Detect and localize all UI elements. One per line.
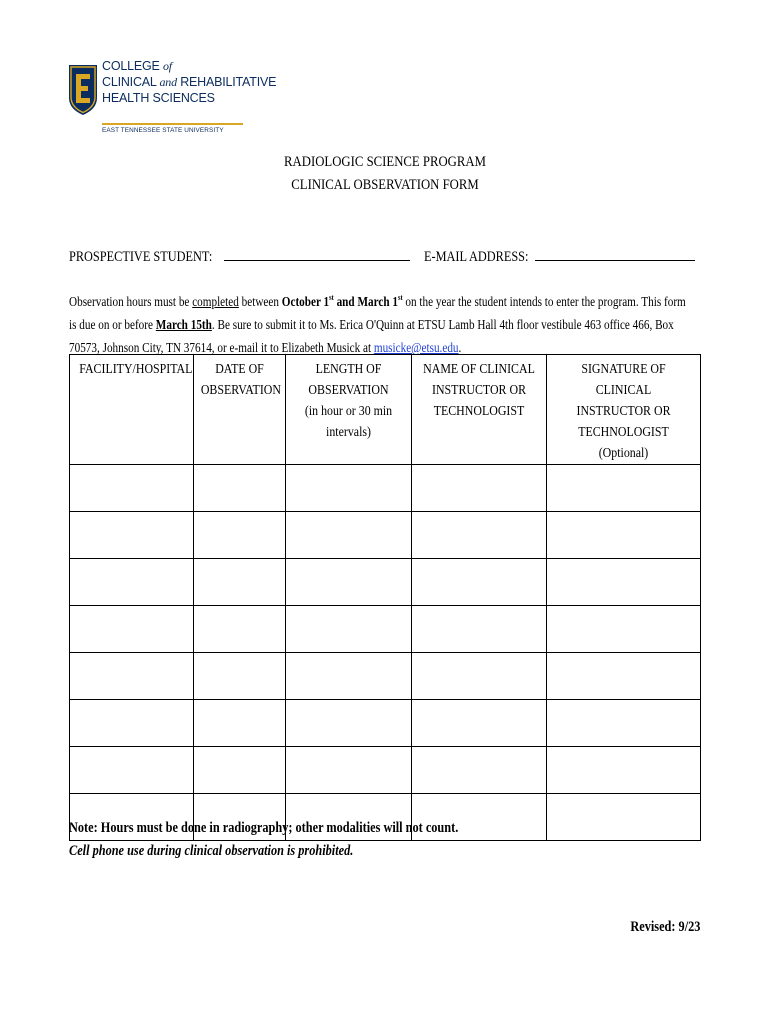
facility-cell[interactable] <box>70 653 194 700</box>
length-cell[interactable] <box>286 747 412 794</box>
signature-cell[interactable] <box>547 747 701 794</box>
logo-line-1-italic: of <box>162 59 172 73</box>
instructions-text-2: between <box>238 295 282 310</box>
email-link[interactable]: musicke@etsu.edu <box>373 341 459 356</box>
completed-underlined: completed <box>192 295 239 310</box>
facility-cell[interactable] <box>70 606 194 653</box>
header-facility: FACILITY/HOSPITAL <box>70 355 194 465</box>
form-title: CLINICAL OBSERVATION FORM <box>291 177 479 193</box>
length-cell[interactable] <box>286 512 412 559</box>
logo-university-name: EAST TENNESSEE STATE UNIVERSITY <box>102 127 224 134</box>
instructor-name-cell[interactable] <box>412 606 547 653</box>
revision-date: Revised: 9/23 <box>629 919 700 935</box>
prospective-student-field[interactable] <box>224 248 410 261</box>
header-date: DATE OF OBSERVATION <box>194 355 286 465</box>
table-row <box>70 606 701 653</box>
radiography-note: Note: Hours must be done in radiography; other modalities will not count. <box>69 820 459 836</box>
facility-cell[interactable] <box>70 700 194 747</box>
email-address-label: E-MAIL ADDRESS: <box>423 249 529 265</box>
date-cell[interactable] <box>194 653 286 700</box>
header-signature: SIGNATURE OF CLINICAL INSTRUCTOR OR TECHNOLOGIST (Optional) <box>547 355 701 465</box>
instructor-name-cell[interactable] <box>412 653 547 700</box>
length-cell[interactable] <box>286 465 412 512</box>
facility-cell[interactable] <box>70 512 194 559</box>
instructor-name-cell[interactable] <box>412 747 547 794</box>
cell-phone-note: Cell phone use during clinical observation is prohibited. <box>69 843 354 859</box>
logo-gold-rule <box>102 123 243 125</box>
start-date: October 1st and March 1st <box>281 293 403 310</box>
date-cell[interactable] <box>194 606 286 653</box>
etsu-college-logo <box>68 58 277 138</box>
date-cell[interactable] <box>194 465 286 512</box>
length-cell[interactable] <box>286 653 412 700</box>
length-cell[interactable] <box>286 606 412 653</box>
logo-line-2-italic: and <box>159 75 177 89</box>
instructor-name-cell[interactable] <box>412 559 547 606</box>
applicant-fields <box>69 248 709 266</box>
observation-table <box>69 354 701 841</box>
prospective-student-label: PROSPECTIVE STUDENT: <box>69 249 213 265</box>
length-cell[interactable] <box>286 700 412 747</box>
program-title: RADIOLOGIC SCIENCE PROGRAM <box>284 154 486 170</box>
etsu-shield-icon <box>68 64 98 116</box>
table-row <box>70 653 701 700</box>
signature-cell[interactable] <box>547 465 701 512</box>
logo-line-2: CLINICAL <box>102 75 157 89</box>
table-row <box>70 700 701 747</box>
due-date: March 15th <box>155 318 212 333</box>
length-cell[interactable] <box>286 559 412 606</box>
logo-line-1: COLLEGE <box>102 59 160 73</box>
instructor-name-cell[interactable] <box>412 700 547 747</box>
header-instructor-name: NAME OF CLINICAL INSTRUCTOR OR TECHNOLOGIST <box>412 355 547 465</box>
date-cell[interactable] <box>194 700 286 747</box>
instructor-name-cell[interactable] <box>412 512 547 559</box>
table-row <box>70 559 701 606</box>
table-row <box>70 512 701 559</box>
signature-cell[interactable] <box>547 606 701 653</box>
date-cell[interactable] <box>194 747 286 794</box>
signature-cell[interactable] <box>547 653 701 700</box>
instructions-text-1: Observation hours must be <box>69 295 193 310</box>
logo-line-3: HEALTH SCIENCES <box>102 91 215 105</box>
instructor-name-cell[interactable] <box>412 465 547 512</box>
instructions-paragraph: Observation hours must be completed between October 1st and March 1st on the year the student intends to enter the program. This form is due on or before March 15th. Be sure to submit it to Ms. Erica O'Quinn at ETSU Lamb Hall 4th floor vestibule 463 office 466, Box 70573, Johnson City, TN 37614, or e-mail it to Elizabeth Musick at musicke@etsu.edu. <box>69 293 686 356</box>
facility-cell[interactable] <box>70 559 194 606</box>
facility-cell[interactable] <box>70 747 194 794</box>
table-row <box>70 747 701 794</box>
facility-cell[interactable] <box>70 465 194 512</box>
table-row <box>70 465 701 512</box>
header-length: LENGTH OF OBSERVATION (in hour or 30 min intervals) <box>286 355 412 465</box>
instructions-text-3: on the year the student intends to enter the program. This form is due on or before <box>69 295 686 333</box>
signature-cell[interactable] <box>547 559 701 606</box>
instructions-text-4: . Be sure to submit it to Ms. Erica O'Quinn at ETSU Lamb Hall 4th floor vestibule 463 office 466, Box 70573, Johnson City, TN 37614, or e-mail it to Elizabeth Musick at <box>69 318 674 356</box>
signature-cell[interactable] <box>547 512 701 559</box>
logo-line-2-end: REHABILITATIVE <box>180 75 277 89</box>
date-cell[interactable] <box>194 512 286 559</box>
observation-rows <box>70 465 701 841</box>
table-header-row <box>70 355 701 465</box>
date-cell[interactable] <box>194 559 286 606</box>
signature-cell[interactable] <box>547 794 701 841</box>
email-address-field[interactable] <box>535 248 695 261</box>
signature-cell[interactable] <box>547 700 701 747</box>
